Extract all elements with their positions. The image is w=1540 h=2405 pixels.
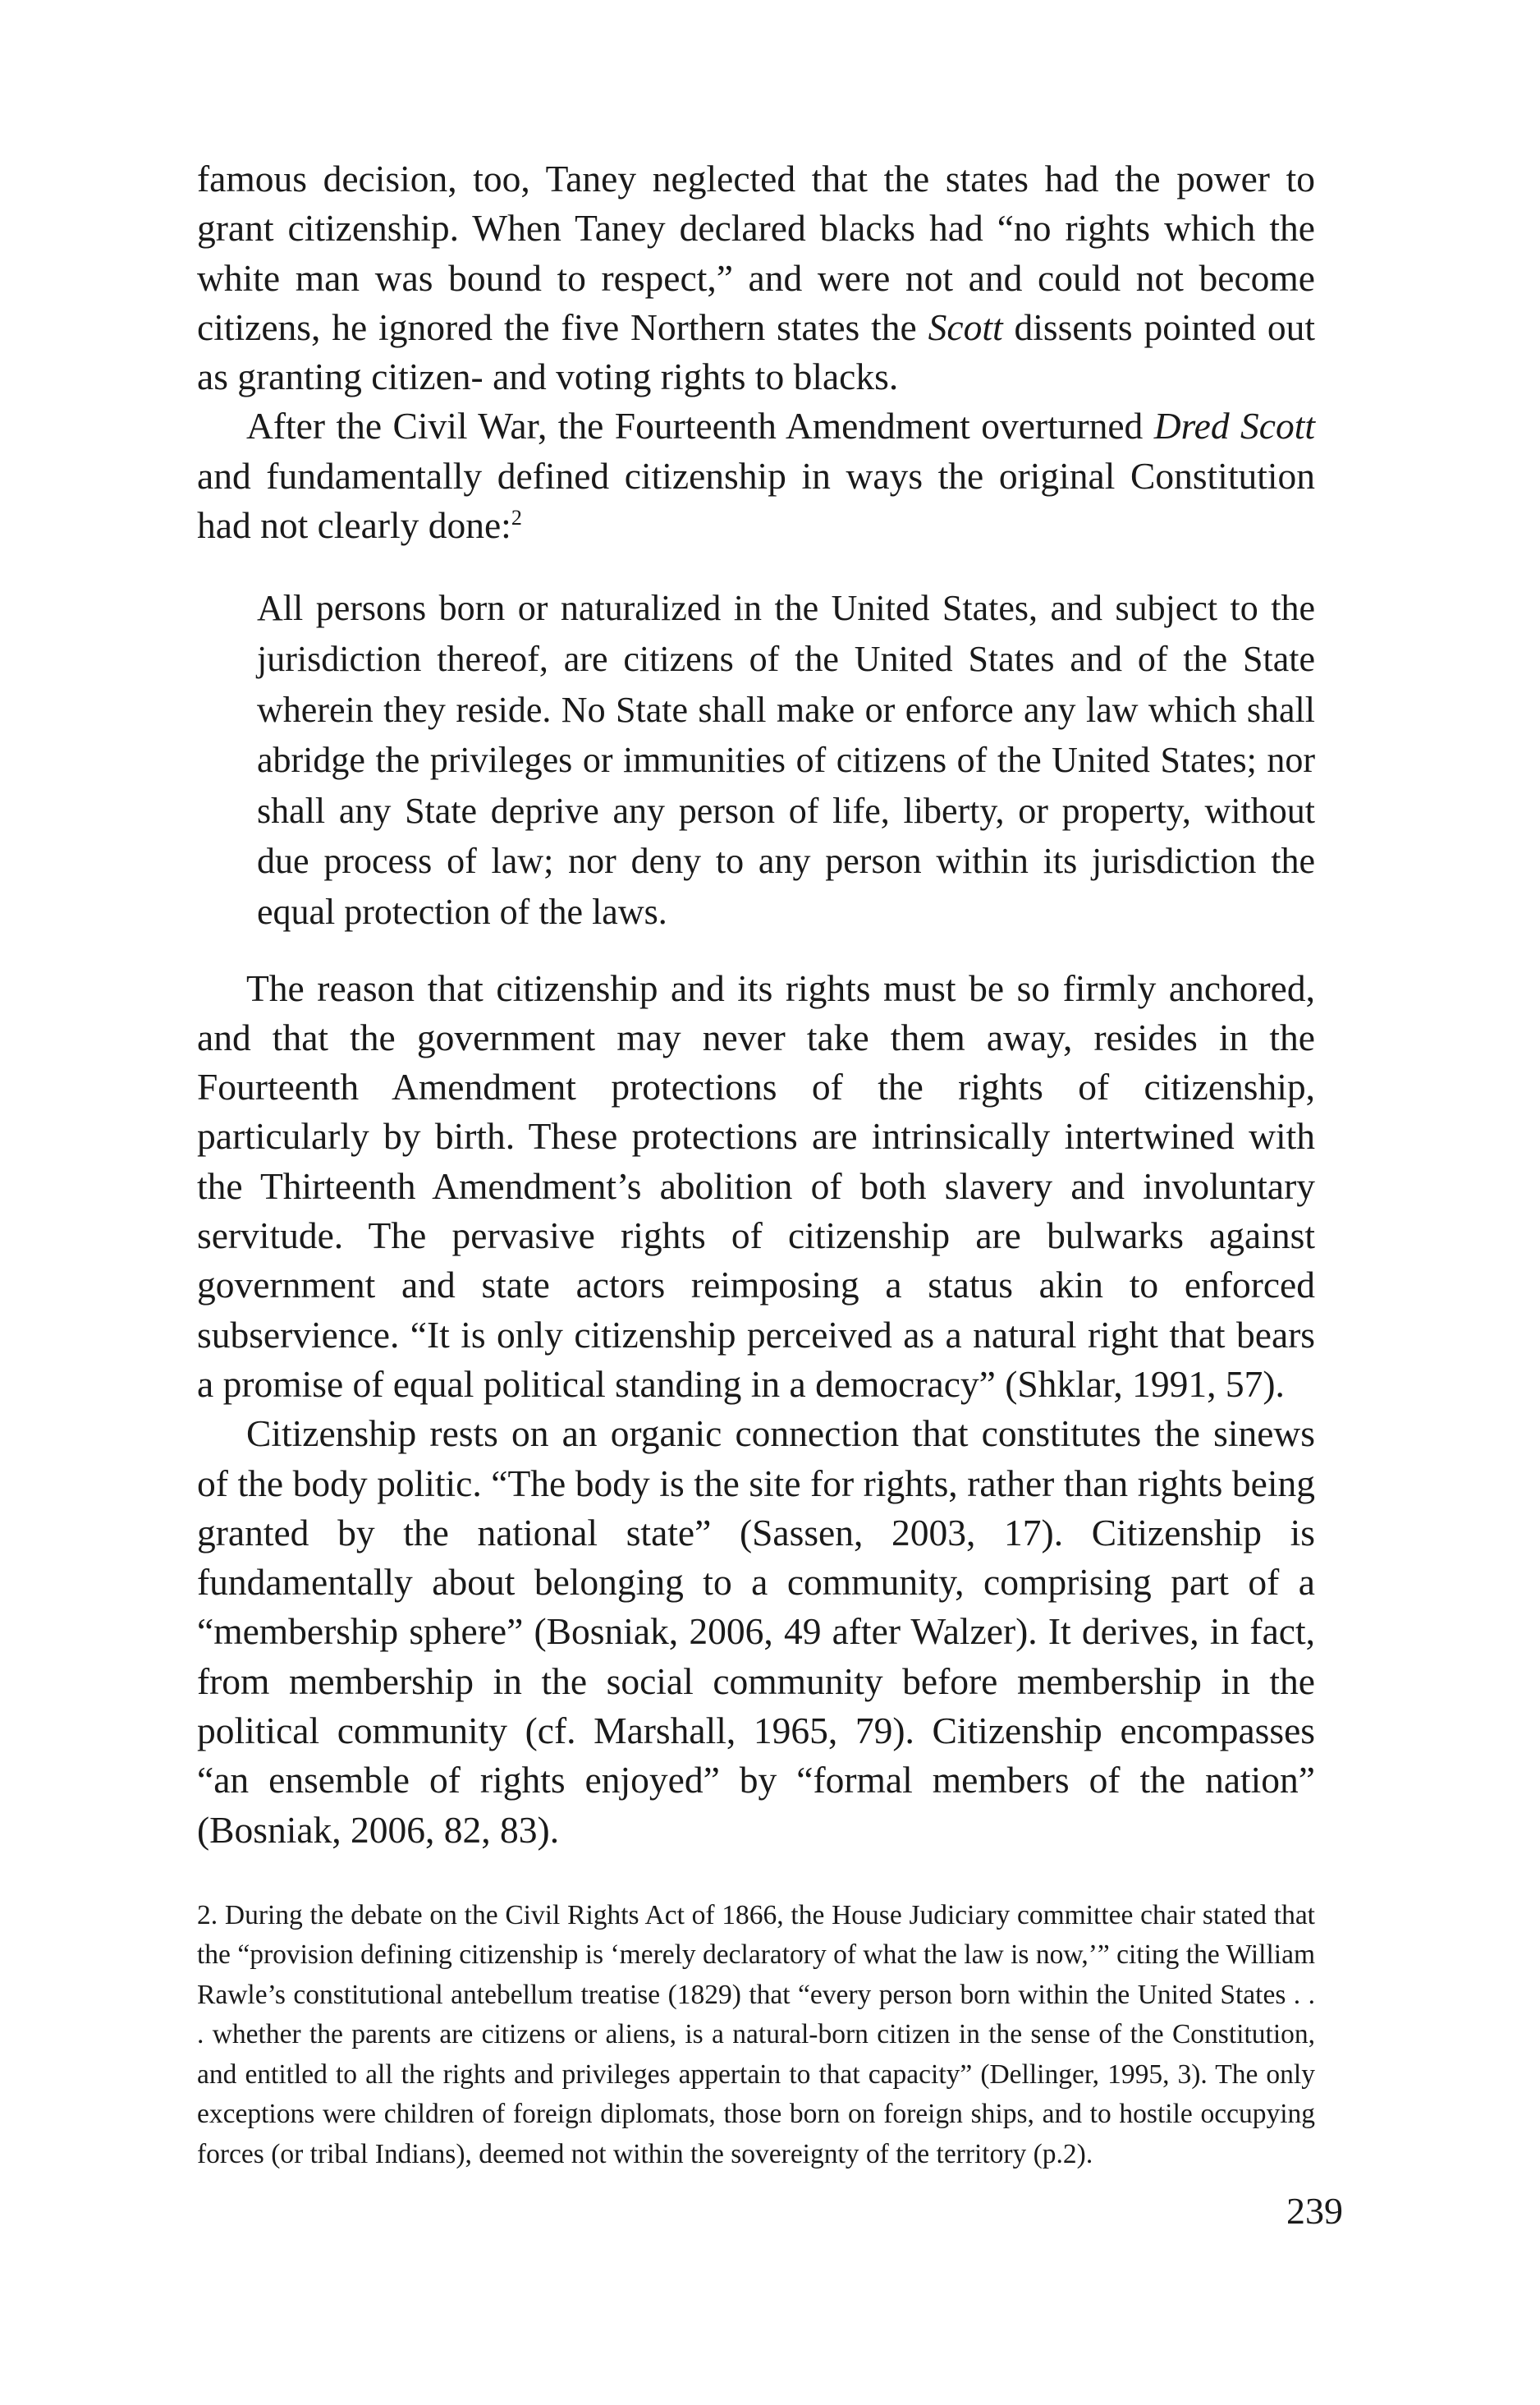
footnote-ref: 2 — [511, 505, 522, 530]
footnotes — [197, 1896, 1315, 2175]
paragraph-1: famous decision, too, Taney neglected that the states had the power to grant citizenship. When Taney declared blacks had “no rights which the white man was bound to respect,” and were not and could not become citizens, he ignored the five Northern states the Scott dissents pointed out as granting citizen- and voting rights to blacks. — [197, 158, 1315, 398]
case-name-italic: Scott — [928, 305, 1003, 348]
case-name-italic: Dred Scott — [1153, 405, 1315, 447]
page-body — [197, 154, 1315, 2174]
paragraph-4: Citizenship rests on an organic connection that constitutes the sinews of the body politic. “The body is the site for rights, rather than rights being granted by the national state” (Sassen, 2003, 17). Citizenship is fundamentally about belonging to a community, comprising part of a “membership sphere” (Bosniak, 2006, 49 after Walzer). It derives, in fact, from membership in the social community before membership in the political community (cf. Marshall, 1965, 79). Citizenship encompasses “an ensemble of rights enjoyed” by “formal members of the nation” (Bosniak, 2006, 82, 83). — [197, 1412, 1315, 1851]
amendment-quote: All persons born or naturalized in the United States, and subject to the jurisdiction thereof, are citizens of the United States and of the State wherein they reside. No State shall make or enforce any law which shall abridge the privileges or immunities of citizens of the United States; nor shall any State deprive any person of life, liberty, or property, without due process of law; nor deny to any person within its jurisdiction the equal protection of the laws. — [257, 588, 1315, 932]
paragraph-3: The reason that citizenship and its rights must be so firmly anchored, and that the government may never take them away, resides in the Fourteenth Amendment protections of the rights of citizenship, particularly by birth. These protections are intrinsically intertwined with the Thirteenth Amendment’s abolition of both slavery and involuntary servitude. The pervasive rights of citizenship are bulwarks against government and state actors reimposing a status akin to enforced subservience. “It is only citizenship perceived as a natural right that bears a promise of equal political standing in a democracy” (Shklar, 1991, 57). — [197, 966, 1315, 1405]
footnote-2: 2. During the debate on the Civil Rights Act of 1866, the House Judiciary committee chair stated that the “provision defining citizenship is ‘merely declaratory of what the law is now,’” citing the William Rawle’s constitutional antebellum treatise (1829) that “every person born within the United States . . . whether the parents are citizens or aliens, is a natural-born citizen in the sense of the Constitution, and entitled to all the rights and privileges appertain to that capacity” (Dellinger, 1995, 3). The only exceptions were children of foreign diplomats, those born on foreign ships, and to hostile occupying forces (or tribal Indians), deemed not within the sovereignty of the territory (p.2). — [197, 1899, 1315, 2169]
page-number: 239 — [1286, 2190, 1343, 2232]
paragraph-2: After the Civil War, the Fourteenth Amendment overturned Dred Scott and fundamentally defined citizenship in ways the original Constitution had not clearly done:$^2$ — [197, 405, 1315, 547]
